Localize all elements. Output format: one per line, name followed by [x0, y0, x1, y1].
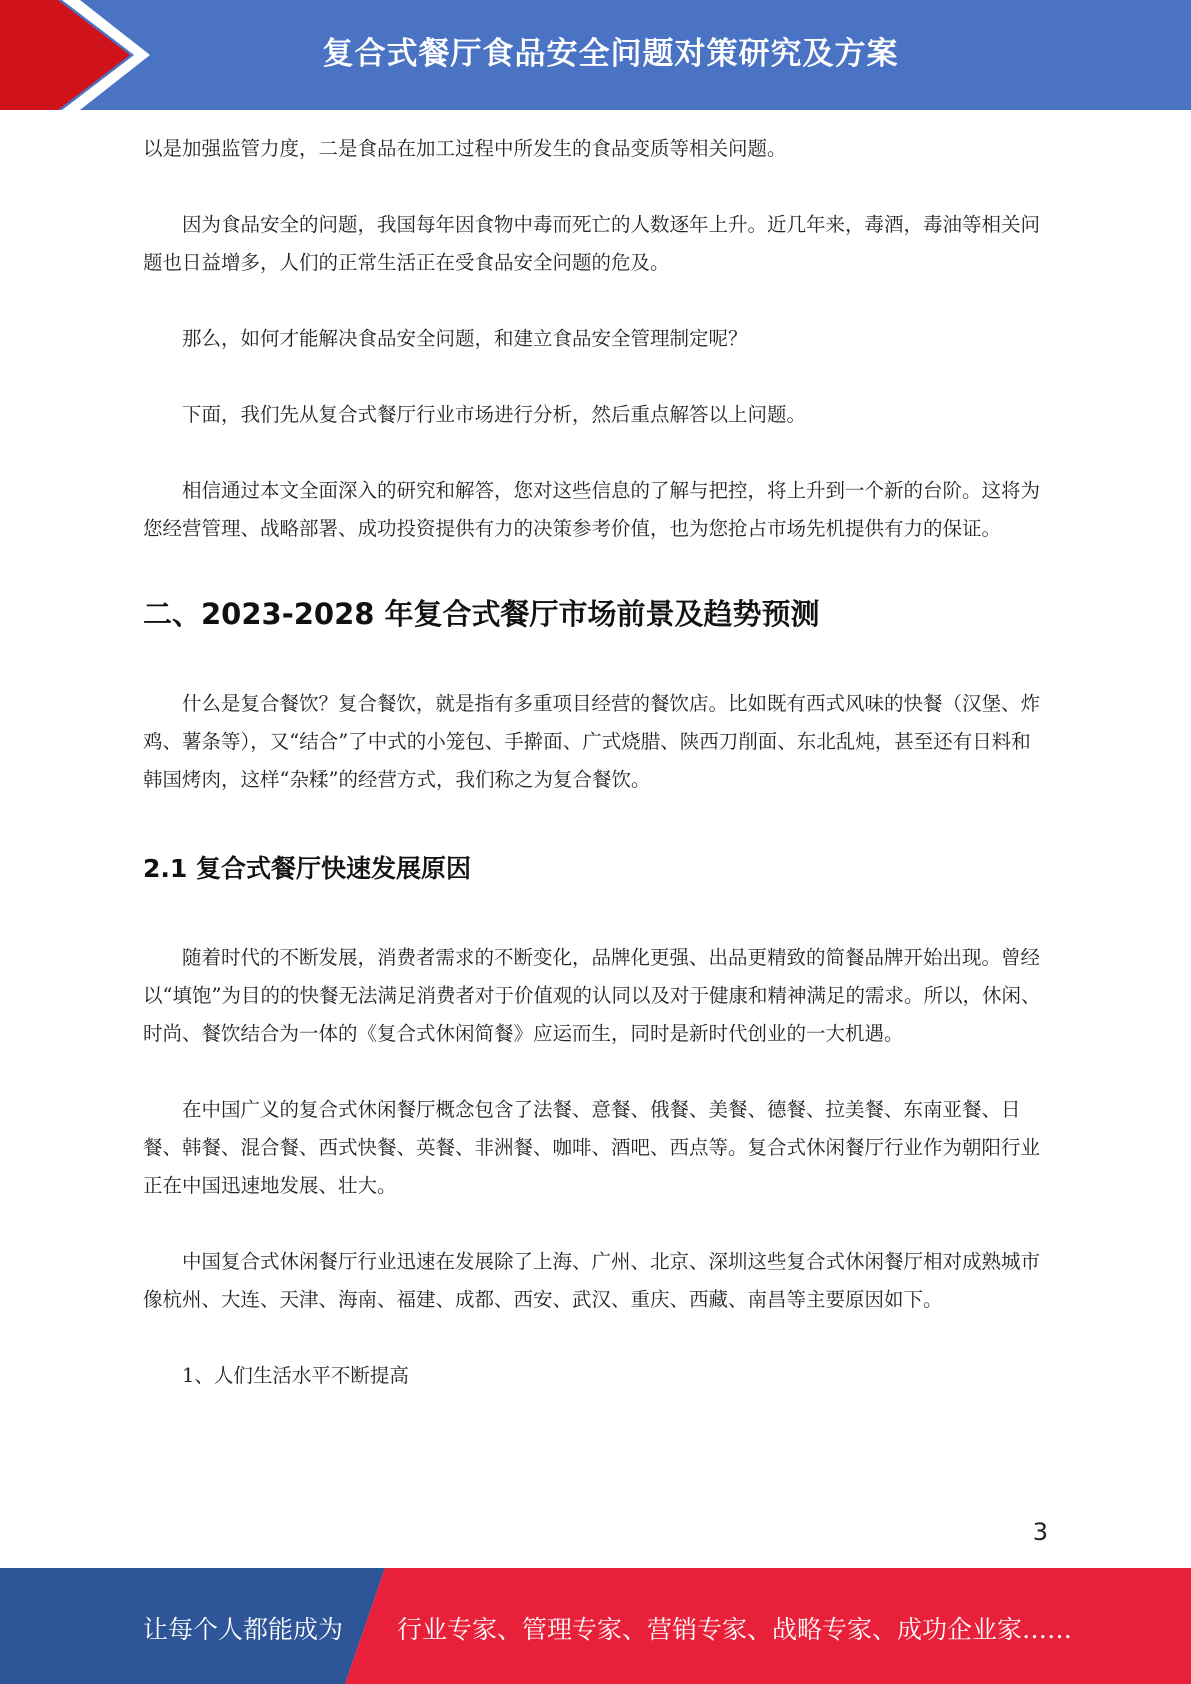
paragraph: 因为食品安全的问题，我国每年因食物中毒而死亡的人数逐年上升。近几年来，毒酒，毒油等相关问题也日益增多，人们的正常生活正在受食品安全问题的危及。 — [143, 213, 1041, 274]
document-body — [143, 130, 1045, 1395]
page-number: 3 — [1032, 1518, 1048, 1546]
page-header — [0, 0, 1191, 110]
footer-slogan-left: 让每个人都能成为 — [143, 1615, 344, 1644]
paragraph: 中国复合式休闲餐厅行业迅速在发展除了上海、广州、北京、深圳这些复合式休闲餐厅相对成熟城市像杭州、大连、天津、海南、福建、成都、西安、武汉、重庆、西藏、南昌等主要原因如下。 — [143, 1250, 1041, 1311]
section-heading: 二、2023-2028 年复合式餐厅市场前景及趋势预测 — [143, 597, 820, 631]
header-title: 复合式餐厅食品安全问题对策研究及方案 — [322, 36, 899, 72]
page-footer — [0, 1568, 1191, 1684]
footer-slogan-right: 行业专家、管理专家、营销专家、战略专家、成功企业家…… — [397, 1615, 1073, 1644]
paragraph: 什么是复合餐饮？复合餐饮，就是指有多重项目经营的餐饮店。比如既有西式风味的快餐（汉堡、炸鸡、薯条等），又“结合”了中式的小笼包、手擀面、广式烧腊、陕西刀削面、东北乱炖，甚至还有日料和韩国烤肉，这样“杂糅”的经营方式，我们称之为复合餐饮。 — [143, 692, 1041, 791]
paragraph: 相信通过本文全面深入的研究和解答，您对这些信息的了解与把控，将上升到一个新的台阶。这将为您经营管理、战略部署、成功投资提供有力的决策参考价值，也为您抢占市场先机提供有力的保证。 — [143, 479, 1041, 540]
subsection-heading: 2.1 复合式餐厅快速发展原因 — [143, 854, 471, 883]
paragraph: 随着时代的不断发展，消费者需求的不断变化，品牌化更强、出品更精致的简餐品牌开始出现。曾经以“填饱”为目的的快餐无法满足消费者对于价值观的认同以及对于健康和精神满足的需求。所以，休闲、时尚、餐饮结合为一体的《复合式休闲简餐》应运而生，同时是新时代创业的一大机遇。 — [143, 946, 1041, 1045]
paragraph: 那么，如何才能解决食品安全问题，和建立食品安全管理制定呢？ — [182, 327, 748, 350]
paragraph: 1、人们生活水平不断提高 — [182, 1364, 409, 1387]
paragraph: 下面，我们先从复合式餐厅行业市场进行分析，然后重点解答以上问题。 — [182, 403, 807, 426]
paragraph: 在中国广义的复合式休闲餐厅概念包含了法餐、意餐、俄餐、美餐、德餐、拉美餐、东南亚餐、日餐、韩餐、混合餐、西式快餐、英餐、非洲餐、咖啡、酒吧、西点等。复合式休闲餐厅行业作为朝阳行业正在中国迅速地发展、壮大。 — [143, 1098, 1041, 1197]
paragraph: 以是加强监管力度，二是食品在加工过程中所发生的食品变质等相关问题。 — [143, 137, 787, 160]
